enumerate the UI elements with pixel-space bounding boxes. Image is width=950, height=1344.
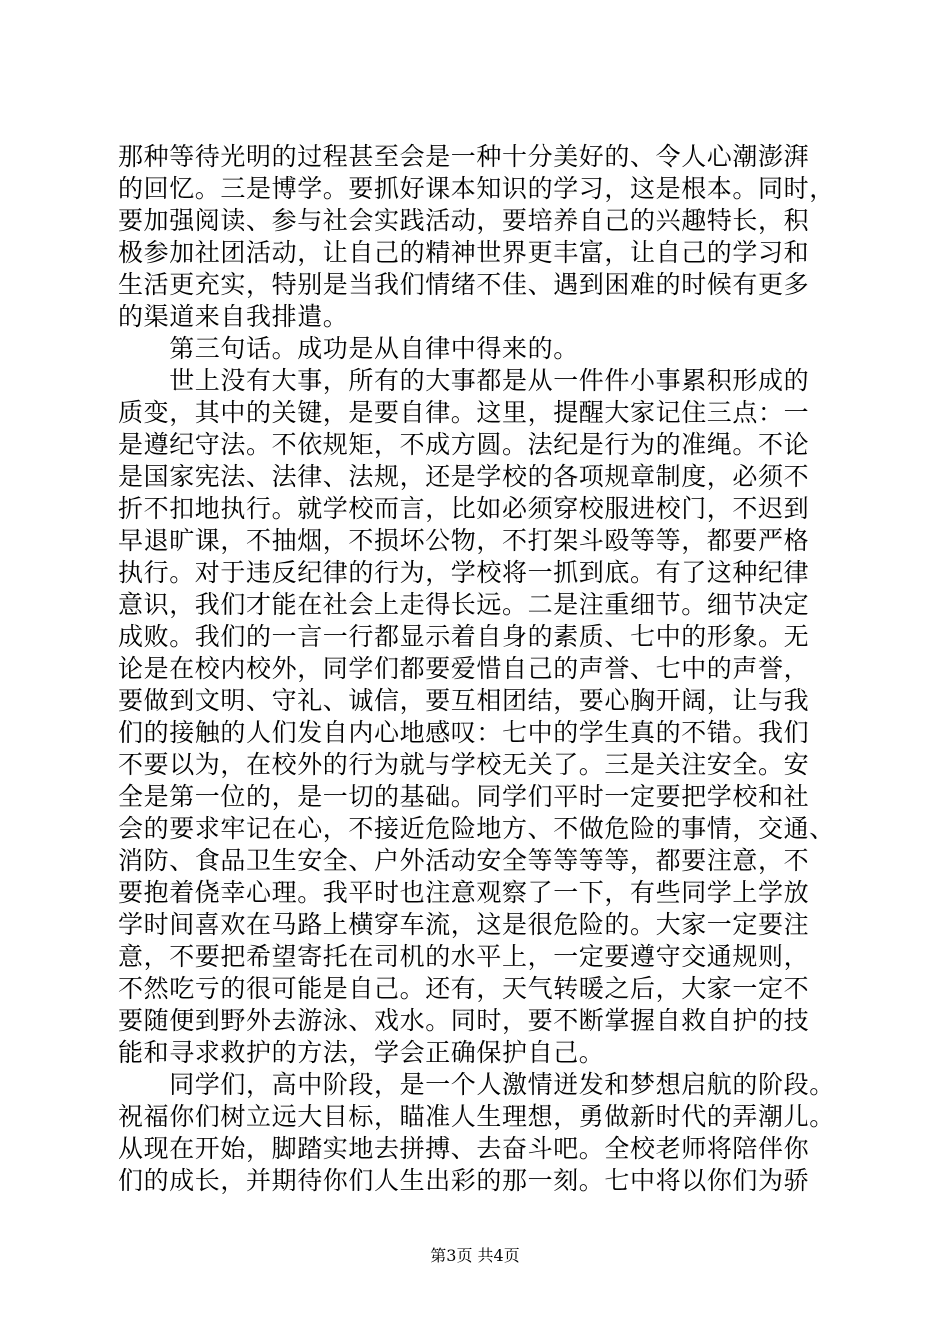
text-line: 论是在校内校外，同学们都要爱惜自己的声誉、七中的声誉， [118, 654, 810, 683]
text-line: 极参加社团活动，让自己的精神世界更丰富，让自己的学习和 [118, 238, 810, 267]
text-line: 要加强阅读、参与社会实践活动，要培养自己的兴趣特长，积 [118, 206, 810, 235]
text-line: 成败。我们的一言一行都显示着自身的素质、七中的形象。无 [118, 622, 810, 651]
text-line: 折不扣地执行。就学校而言，比如必须穿校服进校门，不迟到 [118, 494, 810, 523]
text-line: 的渠道来自我排遣。 [118, 302, 349, 331]
text-line: 学时间喜欢在马路上横穿车流，这是很危险的。大家一定要注 [118, 910, 810, 939]
text-line: 世上没有大事，所有的大事都是从一件件小事累积形成的 [118, 366, 810, 395]
text-line: 们的接触的人们发自内心地感叹：七中的学生真的不错。我们 [118, 718, 810, 747]
text-line: 同学们，高中阶段，是一个人激情迸发和梦想启航的阶段。 [118, 1070, 835, 1099]
text-line: 从现在开始，脚踏实地去拼搏、去奋斗吧。全校老师将陪伴你 [118, 1134, 810, 1163]
text-line: 是国家宪法、法律、法规，还是学校的各项规章制度，必须不 [118, 462, 810, 491]
text-line: 早退旷课，不抽烟，不损坏公物，不打架斗殴等等，都要严格 [118, 526, 810, 555]
text-line: 祝福你们树立远大目标，瞄准人生理想，勇做新时代的弄潮儿。 [118, 1102, 835, 1131]
text-line: 的回忆。三是博学。要抓好课本知识的学习，这是根本。同时， [118, 174, 835, 203]
text-line: 能和寻求救护的方法，学会正确保护自己。 [118, 1038, 605, 1067]
document-body [118, 141, 858, 1197]
section-heading-line: 第三句话。成功是从自律中得来的。 [118, 334, 579, 363]
text-line: 不然吃亏的很可能是自己。还有，天气转暖之后，大家一定不 [118, 974, 810, 1003]
text-line: 执行。对于违反纪律的行为，学校将一抓到底。有了这种纪律 [118, 558, 810, 587]
text-line: 不要以为，在校外的行为就与学校无关了。三是关注安全。安 [118, 750, 810, 779]
text-line: 们的成长，并期待你们人生出彩的那一刻。七中将以你们为骄 [118, 1166, 810, 1195]
text-line: 全是第一位的，是一切的基础。同学们平时一定要把学校和社 [118, 782, 810, 811]
text-line: 要随便到野外去游泳、戏水。同时，要不断掌握自救自护的技 [118, 1006, 810, 1035]
text-line: 质变，其中的关键，是要自律。这里，提醒大家记住三点：一 [118, 398, 810, 427]
text-line: 意识，我们才能在社会上走得长远。二是注重细节。细节决定 [118, 590, 810, 619]
page-number-footer: 第3页 共4页 [430, 1246, 520, 1265]
text-line: 意，不要把希望寄托在司机的水平上，一定要遵守交通规则， [118, 942, 810, 971]
text-line: 会的要求牢记在心，不接近危险地方、不做危险的事情，交通、 [118, 814, 835, 843]
text-line: 要做到文明、守礼、诚信，要互相团结，要心胸开阔，让与我 [118, 686, 810, 715]
text-line: 消防、食品卫生安全、户外活动安全等等等等，都要注意，不 [118, 846, 810, 875]
text-line: 那种等待光明的过程甚至会是一种十分美好的、令人心潮澎湃 [118, 142, 810, 171]
text-line: 是遵纪守法。不依规矩，不成方圆。法纪是行为的准绳。不论 [118, 430, 810, 459]
text-line: 生活更充实，特别是当我们情绪不佳、遇到困难的时候有更多 [118, 270, 810, 299]
text-line: 要抱着侥幸心理。我平时也注意观察了一下，有些同学上学放 [118, 878, 810, 907]
